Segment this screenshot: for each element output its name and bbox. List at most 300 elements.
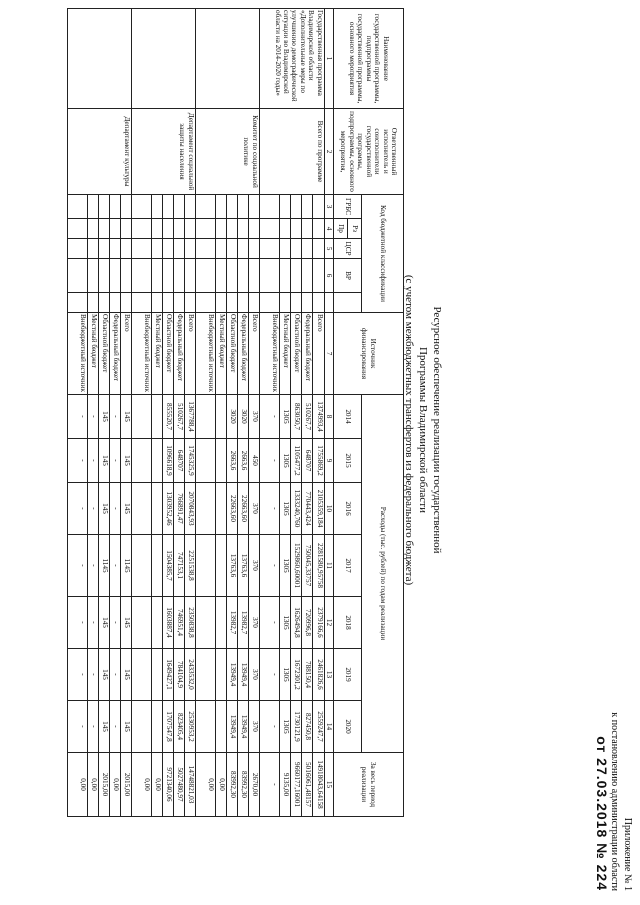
table-row <box>248 9 259 817</box>
budget-code-cell <box>67 293 87 313</box>
year-value-cell: 22663,60 <box>237 483 248 535</box>
year-value-cell: 1305 <box>279 701 290 753</box>
budget-code-cell <box>173 239 184 259</box>
budget-code-cell <box>98 259 109 293</box>
source-cell: Внебюджетный источник <box>195 313 215 395</box>
budget-code-cell <box>226 293 237 313</box>
year-value-cell: - <box>67 649 87 701</box>
header-year-2019: 2019 <box>334 649 362 701</box>
column-number <box>324 293 333 313</box>
year-value-cell: 3020 <box>237 395 248 439</box>
header-year-2014: 2014 <box>334 395 362 439</box>
budget-code-cell <box>131 293 151 313</box>
budget-code-cell <box>279 219 290 239</box>
year-value-cell <box>195 535 215 597</box>
budget-code-cell <box>120 259 131 293</box>
appendix-number: Приложение № 1 <box>622 817 633 891</box>
total-value-cell: 9721340,06 <box>162 753 173 817</box>
budget-code-cell <box>67 195 87 219</box>
total-value-cell: 0,00 <box>215 753 226 817</box>
budget-code-cell <box>259 293 279 313</box>
year-value-cell <box>151 597 162 649</box>
total-value-cell: 0,00 <box>131 753 151 817</box>
budget-code-cell <box>120 219 131 239</box>
year-value-cell <box>131 395 151 439</box>
budget-code-cell <box>173 219 184 239</box>
column-number: 6 <box>324 259 333 293</box>
column-number: 2 <box>324 109 333 195</box>
year-value-cell: 1303952,46 <box>162 483 173 535</box>
column-number: 8 <box>324 395 333 439</box>
budget-code-cell <box>290 195 301 219</box>
budget-code-cell <box>248 293 259 313</box>
year-value-cell: 510267,7 <box>173 395 184 439</box>
year-value-cell <box>151 649 162 701</box>
year-value-cell: 145 <box>98 439 109 483</box>
budget-code-cell <box>290 293 301 313</box>
year-value-cell: 2379166,6 <box>312 597 324 649</box>
total-value-cell: 14918043,64158 <box>312 753 324 817</box>
budget-code-cell <box>226 239 237 259</box>
year-value-cell: 2251538,8 <box>184 535 195 597</box>
year-value-cell <box>195 701 215 753</box>
budget-code-cell <box>87 259 98 293</box>
year-value-cell: 2663,6 <box>226 439 237 483</box>
year-value-cell: 13949,4 <box>226 649 237 701</box>
budget-code-cell <box>98 293 109 313</box>
year-value-cell: 450 <box>248 439 259 483</box>
year-value-cell: 1745325,9 <box>184 439 195 483</box>
budget-code-cell <box>290 239 301 259</box>
total-value-cell: 2015,00 <box>98 753 109 817</box>
source-cell: Областной бюджет <box>98 313 109 395</box>
year-value-cell <box>215 649 226 701</box>
column-number: 7 <box>324 313 333 395</box>
total-value-cell: 0,00 <box>109 753 120 817</box>
total-value-cell: 83992,30 <box>226 753 237 817</box>
year-value-cell: 510267,7 <box>301 395 312 439</box>
budget-code-cell <box>226 195 237 219</box>
year-value-cell: - <box>259 483 279 535</box>
budget-code-cell <box>87 239 98 259</box>
total-value-cell: - <box>259 753 279 817</box>
year-value-cell: 145 <box>120 701 131 753</box>
year-value-cell <box>215 395 226 439</box>
header-year-2015: 2015 <box>334 439 362 483</box>
budget-code-cell <box>215 259 226 293</box>
year-value-cell: - <box>87 649 98 701</box>
year-value-cell: 1305 <box>279 439 290 483</box>
year-value-cell: 1529860,60001 <box>290 535 301 597</box>
column-number: 14 <box>324 701 333 753</box>
year-value-cell: 1145 <box>98 535 109 597</box>
total-value-cell: 9135,00 <box>279 753 290 817</box>
budget-code-cell <box>279 259 290 293</box>
year-value-cell: 13763,6 <box>237 535 248 597</box>
year-value-cell: 1626494,8 <box>290 597 301 649</box>
year-value-cell: 766891,47 <box>173 483 184 535</box>
document-title <box>402 150 444 710</box>
budget-code-cell <box>109 259 120 293</box>
year-value-cell: 1305 <box>279 597 290 649</box>
year-value-cell: 1755869,2 <box>312 439 324 483</box>
total-value-cell: 2015,00 <box>120 753 131 817</box>
column-number-row <box>324 9 333 817</box>
source-cell: Областной бюджет <box>226 313 237 395</box>
budget-code-cell <box>162 219 173 239</box>
budget-code-cell <box>237 219 248 239</box>
budget-code-cell <box>131 219 151 239</box>
budget-code-cell <box>259 219 279 239</box>
year-value-cell <box>215 701 226 753</box>
year-value-cell <box>151 395 162 439</box>
header-year-2017: 2017 <box>334 535 362 597</box>
budget-code-cell <box>151 219 162 239</box>
year-value-cell: - <box>109 701 120 753</box>
budget-code-cell <box>195 293 215 313</box>
budget-code-cell <box>67 239 87 259</box>
year-value-cell <box>215 439 226 483</box>
budget-code-cell <box>109 195 120 219</box>
year-value-cell <box>195 439 215 483</box>
year-value-cell: 823405,4 <box>173 701 184 753</box>
budget-code-cell <box>162 195 173 219</box>
year-value-cell: - <box>109 649 120 701</box>
header-expenses: Расходы (тыс. рублей) по годам реализации <box>362 395 404 753</box>
program-name-cell: Государственная программа Владимирской области «Дополнительные меры по улучшению демографической ситуации во Владимирской области на 2014-2020 годы» <box>259 9 324 109</box>
year-value-cell <box>215 483 226 535</box>
budget-code-cell <box>98 195 109 219</box>
year-value-cell: 13949,4 <box>226 701 237 753</box>
source-cell: Федеральный бюджет <box>173 313 184 395</box>
budget-code-cell <box>184 195 195 219</box>
budget-code-cell <box>120 239 131 259</box>
header-rz: Рз <box>348 219 362 239</box>
year-value-cell: - <box>259 395 279 439</box>
budget-code-cell <box>259 195 279 219</box>
header-csr: ЦСР <box>334 239 362 259</box>
year-value-cell: 863050,7 <box>290 395 301 439</box>
header-executor: Ответственный исполнитель и соисполнители государственной программы, подпрограммы, основного мероприятия, <box>334 109 404 195</box>
year-value-cell <box>131 701 151 753</box>
budget-code-cell <box>226 259 237 293</box>
budget-code-cell <box>237 239 248 259</box>
year-value-cell: 746951,4 <box>173 597 184 649</box>
total-value-cell: 0,00 <box>195 753 215 817</box>
year-value-cell: 145 <box>120 395 131 439</box>
year-value-cell: 2461826,6 <box>312 649 324 701</box>
budget-code-cell <box>173 195 184 219</box>
source-cell: Всего <box>184 313 195 395</box>
budget-code-cell <box>215 239 226 259</box>
source-cell: Местный бюджет <box>279 313 290 395</box>
year-value-cell: 827450,8 <box>301 701 312 753</box>
year-value-cell: - <box>67 395 87 439</box>
year-value-cell: 145 <box>98 597 109 649</box>
year-value-cell <box>131 597 151 649</box>
source-cell: Всего <box>312 313 324 395</box>
budget-code-cell <box>195 195 215 219</box>
year-value-cell: 370 <box>248 649 259 701</box>
year-value-cell: 1707547,8 <box>162 701 173 753</box>
budget-code-cell <box>312 259 324 293</box>
total-value-cell: 5027480,97 <box>173 753 184 817</box>
budget-code-cell <box>195 219 215 239</box>
column-number: 1 <box>324 9 333 109</box>
budget-code-cell <box>173 293 184 313</box>
year-value-cell <box>195 649 215 701</box>
year-value-cell: 145 <box>98 483 109 535</box>
year-value-cell: 370 <box>248 597 259 649</box>
column-number: 13 <box>324 649 333 701</box>
budget-code-cell <box>301 259 312 293</box>
source-cell: Федеральный бюджет <box>109 313 120 395</box>
year-value-cell: 370 <box>248 483 259 535</box>
year-value-cell: 2433532,0 <box>184 649 195 701</box>
budget-code-cell <box>279 239 290 259</box>
source-cell: Местный бюджет <box>87 313 98 395</box>
year-value-cell: 370 <box>248 395 259 439</box>
year-value-cell: 1305 <box>279 395 290 439</box>
year-value-cell: - <box>109 439 120 483</box>
year-value-cell: 770443,424 <box>301 483 312 535</box>
resource-table <box>67 8 404 817</box>
year-value-cell: 747153,1 <box>173 535 184 597</box>
title-line-1: Ресурсное обеспечение реализации государственной <box>431 306 443 554</box>
budget-code-cell <box>259 239 279 259</box>
year-value-cell: 145 <box>98 649 109 701</box>
year-value-cell: 648707 <box>173 439 184 483</box>
budget-code-cell <box>151 259 162 293</box>
source-cell: Федеральный бюджет <box>301 313 312 395</box>
year-value-cell: 13982,7 <box>237 597 248 649</box>
year-value-cell: - <box>109 597 120 649</box>
budget-code-cell <box>237 195 248 219</box>
year-value-cell: 2281580,95758 <box>312 535 324 597</box>
year-value-cell: 2350838,8 <box>184 597 195 649</box>
executor-cell: Департамент социальной защиты населения <box>131 109 195 195</box>
year-value-cell: 3020 <box>226 395 237 439</box>
header-name: Наименование государственной программы, подпрограммы государственной программы, основного мероприятия <box>334 9 404 109</box>
year-value-cell: 2663,6 <box>237 439 248 483</box>
table-body <box>67 9 333 817</box>
year-value-cell: - <box>67 701 87 753</box>
budget-code-cell <box>162 293 173 313</box>
year-value-cell: 1333240,760 <box>290 483 301 535</box>
header-budget-code: Код бюджетной классификации <box>362 195 404 313</box>
year-value-cell: 648707 <box>301 439 312 483</box>
year-value-cell: 1730121,9 <box>290 701 301 753</box>
budget-code-cell <box>173 259 184 293</box>
title-line-3: (с учетом межбюджетных трансфертов из федерального бюджета) <box>403 274 415 586</box>
program-name-cell <box>67 9 131 109</box>
year-value-cell: 750045,33757 <box>301 535 312 597</box>
header-pr: Пр <box>334 219 348 239</box>
budget-code-cell <box>248 195 259 219</box>
budget-code-cell <box>215 293 226 313</box>
budget-code-cell <box>301 195 312 219</box>
year-value-cell: 1305 <box>279 535 290 597</box>
year-value-cell: 1096618,9 <box>162 439 173 483</box>
header-vr-spacer <box>334 293 362 313</box>
budget-code-cell <box>195 239 215 259</box>
year-value-cell: 2530953,2 <box>184 701 195 753</box>
column-number: 10 <box>324 483 333 535</box>
budget-code-cell <box>151 239 162 259</box>
source-cell: Местный бюджет <box>151 313 162 395</box>
year-value-cell: 1603887,4 <box>162 597 173 649</box>
year-value-cell: 370 <box>248 535 259 597</box>
budget-code-cell <box>290 259 301 293</box>
source-cell: Всего <box>248 313 259 395</box>
budget-code-cell <box>312 239 324 259</box>
header-year-2018: 2018 <box>334 597 362 649</box>
table-row <box>184 9 195 817</box>
budget-code-cell <box>67 219 87 239</box>
year-value-cell: 2070843,93 <box>184 483 195 535</box>
budget-code-cell <box>184 293 195 313</box>
header-year-2016: 2016 <box>334 483 362 535</box>
source-cell: Областной бюджет <box>162 313 173 395</box>
year-value-cell: 145 <box>120 649 131 701</box>
year-value-cell: - <box>259 701 279 753</box>
column-number: 5 <box>324 239 333 259</box>
year-value-cell <box>131 649 151 701</box>
year-value-cell <box>151 483 162 535</box>
year-value-cell <box>151 701 162 753</box>
year-value-cell: 788150,4 <box>301 649 312 701</box>
budget-code-cell <box>312 293 324 313</box>
year-value-cell: 145 <box>98 701 109 753</box>
executor-cell: Всего по программе <box>259 109 324 195</box>
appendix-header <box>595 712 634 891</box>
budget-code-cell <box>87 293 98 313</box>
year-value-cell: 1672301,2 <box>290 649 301 701</box>
year-value-cell: - <box>109 483 120 535</box>
total-value-cell: 0,00 <box>87 753 98 817</box>
column-number: 11 <box>324 535 333 597</box>
year-value-cell: 13982,7 <box>226 597 237 649</box>
total-value-cell: 0,00 <box>67 753 87 817</box>
total-value-cell: 0,00 <box>151 753 162 817</box>
year-value-cell: 13949,4 <box>237 701 248 753</box>
budget-code-cell <box>226 219 237 239</box>
budget-code-cell <box>195 259 215 293</box>
budget-code-cell <box>248 219 259 239</box>
year-value-cell: - <box>87 597 98 649</box>
year-value-cell: 1145 <box>120 535 131 597</box>
year-value-cell: - <box>67 439 87 483</box>
year-value-cell: 145 <box>120 439 131 483</box>
year-value-cell <box>151 439 162 483</box>
source-cell: Внебюджетный источник <box>259 313 279 395</box>
year-value-cell: - <box>87 701 98 753</box>
budget-code-cell <box>248 239 259 259</box>
year-value-cell: 784104,9 <box>173 649 184 701</box>
budget-code-cell <box>120 195 131 219</box>
source-cell: Областной бюджет <box>290 313 301 395</box>
source-cell: Местный бюджет <box>215 313 226 395</box>
budget-code-cell <box>131 239 151 259</box>
year-value-cell: 1305 <box>279 483 290 535</box>
year-value-cell <box>195 395 215 439</box>
year-value-cell: - <box>259 535 279 597</box>
year-value-cell <box>195 597 215 649</box>
budget-code-cell <box>162 259 173 293</box>
year-value-cell: - <box>259 597 279 649</box>
header-grbs: ГРБС <box>334 195 362 219</box>
budget-code-cell <box>237 293 248 313</box>
budget-code-cell <box>279 195 290 219</box>
table-row <box>120 9 131 817</box>
budget-code-cell <box>131 259 151 293</box>
budget-code-cell <box>259 259 279 293</box>
budget-code-cell <box>87 219 98 239</box>
year-value-cell: 145 <box>98 395 109 439</box>
program-name-cell <box>131 9 195 109</box>
year-value-cell: - <box>67 535 87 597</box>
budget-code-cell <box>109 293 120 313</box>
year-value-cell <box>215 535 226 597</box>
year-value-cell: 720996,8 <box>301 597 312 649</box>
budget-code-cell <box>215 219 226 239</box>
year-value-cell <box>195 483 215 535</box>
column-number: 3 <box>324 195 333 219</box>
header-source: Источник финансирования <box>334 313 404 395</box>
year-value-cell: 145 <box>120 597 131 649</box>
year-value-cell: - <box>87 535 98 597</box>
year-value-cell: 2559247,7 <box>312 701 324 753</box>
budget-code-cell <box>151 195 162 219</box>
appendix-resolution-ref: к постановлению администрации области <box>609 712 620 891</box>
header-vr: ВР <box>334 259 362 293</box>
source-cell: Внебюджетный источник <box>131 313 151 395</box>
budget-code-cell <box>87 195 98 219</box>
year-value-cell: - <box>87 395 98 439</box>
year-value-cell: 145 <box>120 483 131 535</box>
budget-code-cell <box>301 219 312 239</box>
budget-code-cell <box>109 239 120 259</box>
budget-code-cell <box>109 219 120 239</box>
year-value-cell: 13763,6 <box>226 535 237 597</box>
header-total-period: За весь период реализации <box>334 753 404 817</box>
column-number: 9 <box>324 439 333 483</box>
year-value-cell: - <box>67 483 87 535</box>
budget-code-cell <box>162 239 173 259</box>
budget-code-cell <box>290 219 301 239</box>
column-number: 15 <box>324 753 333 817</box>
year-value-cell: 1504385,7 <box>162 535 173 597</box>
budget-code-cell <box>151 293 162 313</box>
budget-code-cell <box>98 219 109 239</box>
budget-code-cell <box>312 219 324 239</box>
column-number: 12 <box>324 597 333 649</box>
budget-code-cell <box>184 259 195 293</box>
header-year-2020: 2020 <box>334 701 362 753</box>
executor-cell: Комитет по социальной политике <box>195 109 259 195</box>
title-line-2: Программы Владимирской области <box>417 346 429 513</box>
source-cell: Федеральный бюджет <box>237 313 248 395</box>
year-value-cell: 13949,4 <box>237 649 248 701</box>
year-value-cell: 1105477,2 <box>290 439 301 483</box>
year-value-cell <box>215 597 226 649</box>
year-value-cell: 1649427,1 <box>162 649 173 701</box>
table-row <box>312 9 324 817</box>
budget-code-cell <box>312 195 324 219</box>
budget-code-cell <box>248 259 259 293</box>
executor-cell: Департамент культуры <box>67 109 131 195</box>
year-value-cell: - <box>109 395 120 439</box>
